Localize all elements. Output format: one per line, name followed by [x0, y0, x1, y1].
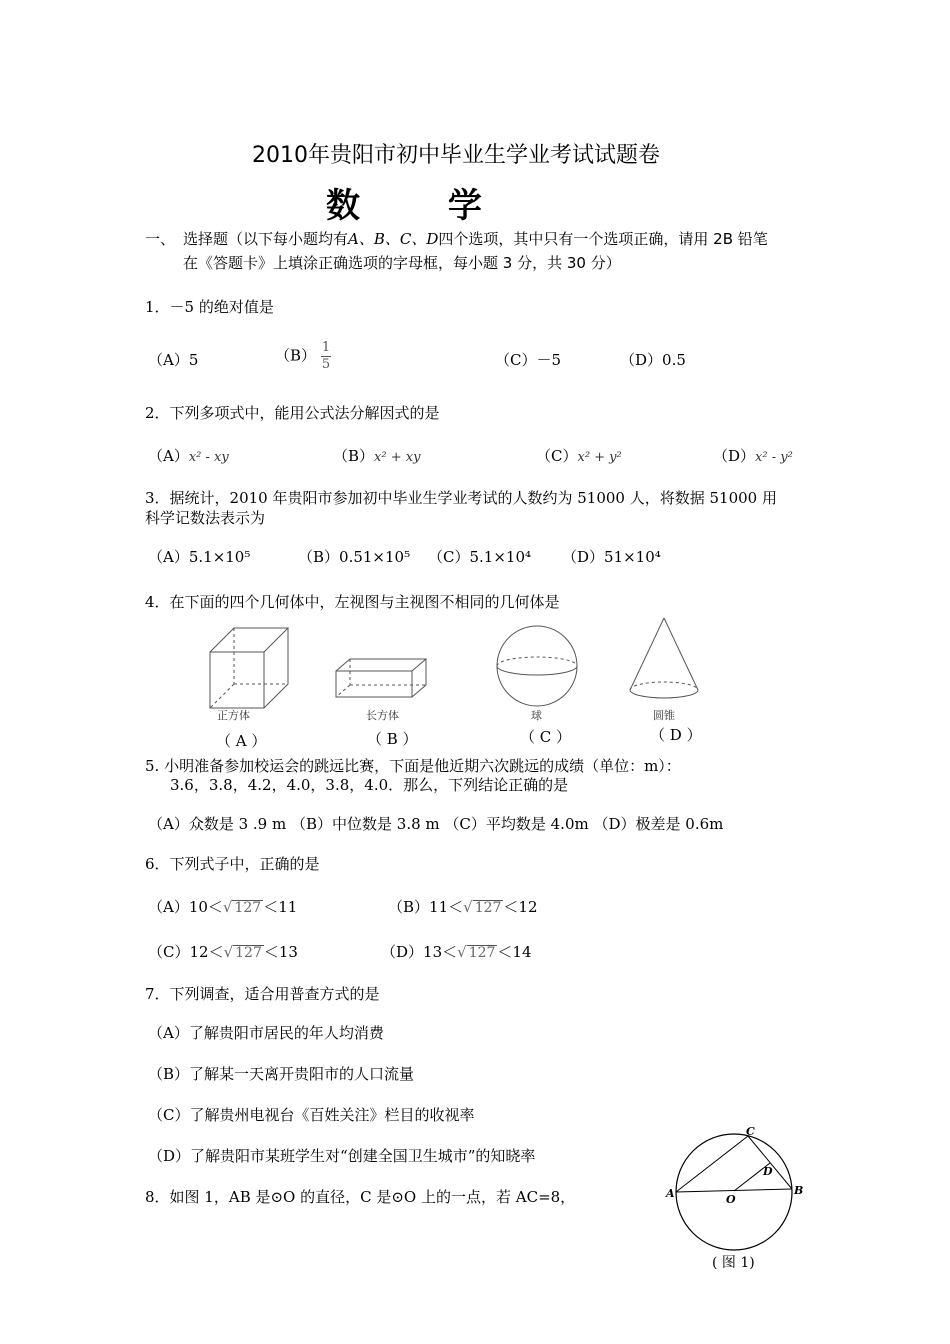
q3-stem-line1: 3．据统计，2010 年贵阳市参加初中毕业生学业考试的人数约为 51000 人，将数据 51000 用: [145, 489, 777, 507]
q2-option-c-label: （C）: [536, 447, 578, 465]
q1-option-b-fraction: [321, 340, 331, 373]
q2-option-b: [333, 445, 420, 466]
q5-options: （A）众数是 3 .9 m （B）中位数是 3.8 m （C）平均数是 4.0m （D）极差是 0.6m: [148, 815, 724, 833]
q3-option-d: （D）51×10⁴: [562, 548, 661, 566]
q2-stem: 2．下列多项式中，能用公式法分解因式的是: [145, 404, 440, 422]
q4-option-b: （ B ）: [367, 730, 418, 748]
chord-cb: [748, 1136, 792, 1189]
sqrt-icon: √: [457, 943, 467, 961]
q6-option-b-right: ＜12: [503, 898, 538, 916]
section-marker: 一、: [145, 230, 176, 248]
q2-option-c-expr: x² + y²: [577, 450, 622, 465]
q7-option-a: （A）了解贵阳市居民的年人均消费: [148, 1024, 384, 1042]
q2-option-d-expr: x² - y²: [755, 450, 793, 465]
fraction-numerator: 1: [321, 340, 331, 355]
q6-option-d: [381, 941, 532, 962]
q1-option-d: （D）0.5: [620, 351, 686, 369]
label-o: O: [726, 1193, 736, 1206]
q6-option-c: [148, 941, 298, 962]
q3-option-a: （A）5.1×10⁵: [148, 548, 251, 566]
cone-figure: [630, 618, 698, 698]
q4-option-c: （ C ）: [520, 728, 572, 746]
q6-option-d-left: （D）13＜: [381, 943, 458, 961]
q5-stem-line1: 5. 小明准备参加校运会的跳远比赛，下面是他近期六次跳远的成绩（单位：m）：: [145, 757, 681, 775]
q6-option-a-left: （A）10＜: [148, 898, 223, 916]
q6-option-d-radicand: 127: [468, 945, 496, 961]
instructions-part1: 选择题（以下每小题均有: [183, 230, 349, 248]
sqrt-icon: √: [463, 898, 473, 916]
q1-option-b: [275, 340, 331, 373]
section-instructions-line1: [183, 228, 768, 249]
label-b: B: [794, 1184, 804, 1197]
q4-stem: 4．在下面的四个几何体中，左视图与主视图不相同的几何体是: [145, 593, 560, 611]
q2-option-a: [148, 445, 229, 466]
cube-figure: [210, 628, 288, 708]
q5-stem-line2: 3.6，3.8，4.2，4.0，3.8，4.0．那么，下列结论正确的是: [170, 776, 569, 794]
q1-stem: 1．－5 的绝对值是: [145, 298, 274, 316]
q2-option-d: [713, 445, 793, 466]
q2-option-b-label: （B）: [333, 447, 375, 465]
q8-stem: 8．如图 1，AB 是⊙O 的直径，C 是⊙O 上的一点，若 AC=8，: [145, 1188, 576, 1206]
q3-option-c: （C）5.1×10⁴: [428, 548, 532, 566]
cuboid-figure: [336, 659, 426, 697]
q2-option-a-expr: x² - xy: [188, 450, 229, 465]
q4-shapes-figure: [200, 614, 710, 724]
q4-caption-cuboid: 长方体: [366, 709, 399, 722]
sqrt-icon: √: [222, 898, 233, 916]
q2-option-c: [536, 445, 622, 466]
q8-figure-caption: ( 图 1): [712, 1255, 755, 1271]
q6-stem: 6．下列式子中，正确的是: [145, 855, 320, 873]
q4-option-a: （ A ）: [216, 732, 267, 750]
section-instructions-line2: 在《答题卡》上填涂正确选项的字母框，每小题 3 分，共 30 分）: [183, 254, 621, 272]
q6-option-b: [388, 896, 538, 917]
q7-option-b: （B）了解某一天离开贵阳市的人口流量: [148, 1065, 415, 1083]
q1-option-b-label: （B）: [275, 346, 317, 365]
q6-option-a-right: ＜11: [263, 898, 298, 916]
q7-option-d: （D）了解贵阳市某班学生对“创建全国卫生城市”的知晓率: [148, 1147, 536, 1165]
q2-option-b-expr: x² + xy: [374, 450, 421, 465]
q1-option-c: （C）－5: [495, 351, 562, 369]
q2-option-a-label: （A）: [148, 447, 189, 465]
chord-ac: [676, 1136, 748, 1192]
q4-option-d: （ D ）: [650, 726, 702, 744]
q8-circle-figure: [660, 1122, 810, 1262]
q4-caption-sphere: 球: [531, 709, 542, 722]
instructions-vars: A、B、C、D: [348, 230, 439, 248]
q6-option-c-left: （C）12＜: [148, 943, 224, 961]
q2-option-d-label: （D）: [713, 447, 756, 465]
instructions-part2: 四个选项，其中只有一个选项正确，请用 2B 铅笔: [438, 230, 768, 248]
q4-caption-cone: 圆锥: [653, 709, 675, 722]
q6-option-c-right: ＜13: [263, 943, 298, 961]
sphere-figure: [497, 626, 577, 706]
q6-option-c-radicand: 127: [235, 945, 262, 961]
label-c: C: [746, 1125, 755, 1138]
q4-caption-cube: 正方体: [217, 709, 250, 722]
q6-option-b-left: （B）11＜: [388, 898, 464, 916]
q7-option-c: （C）了解贵州电视台《百姓关注》栏目的收视率: [148, 1106, 475, 1124]
sqrt-icon: √: [223, 943, 234, 961]
fraction-denominator: 5: [321, 357, 331, 372]
q6-option-a: [148, 896, 297, 917]
q6-option-b-radicand: 127: [474, 900, 502, 916]
subject-title: 数 学: [326, 186, 520, 226]
q6-option-a-radicand: 127: [234, 900, 262, 916]
label-d: D: [763, 1165, 773, 1178]
q3-option-b: （B）0.51×10⁵: [298, 548, 411, 566]
q3-stem-line2: 科学记数法表示为: [145, 509, 266, 527]
label-a: A: [666, 1187, 675, 1200]
q7-stem: 7．下列调查，适合用普查方式的是: [145, 985, 380, 1003]
exam-title: 2010年贵阳市初中毕业生学业考试试题卷: [252, 143, 660, 168]
q6-option-d-right: ＜14: [497, 943, 532, 961]
q1-option-a: （A）5: [148, 351, 199, 369]
